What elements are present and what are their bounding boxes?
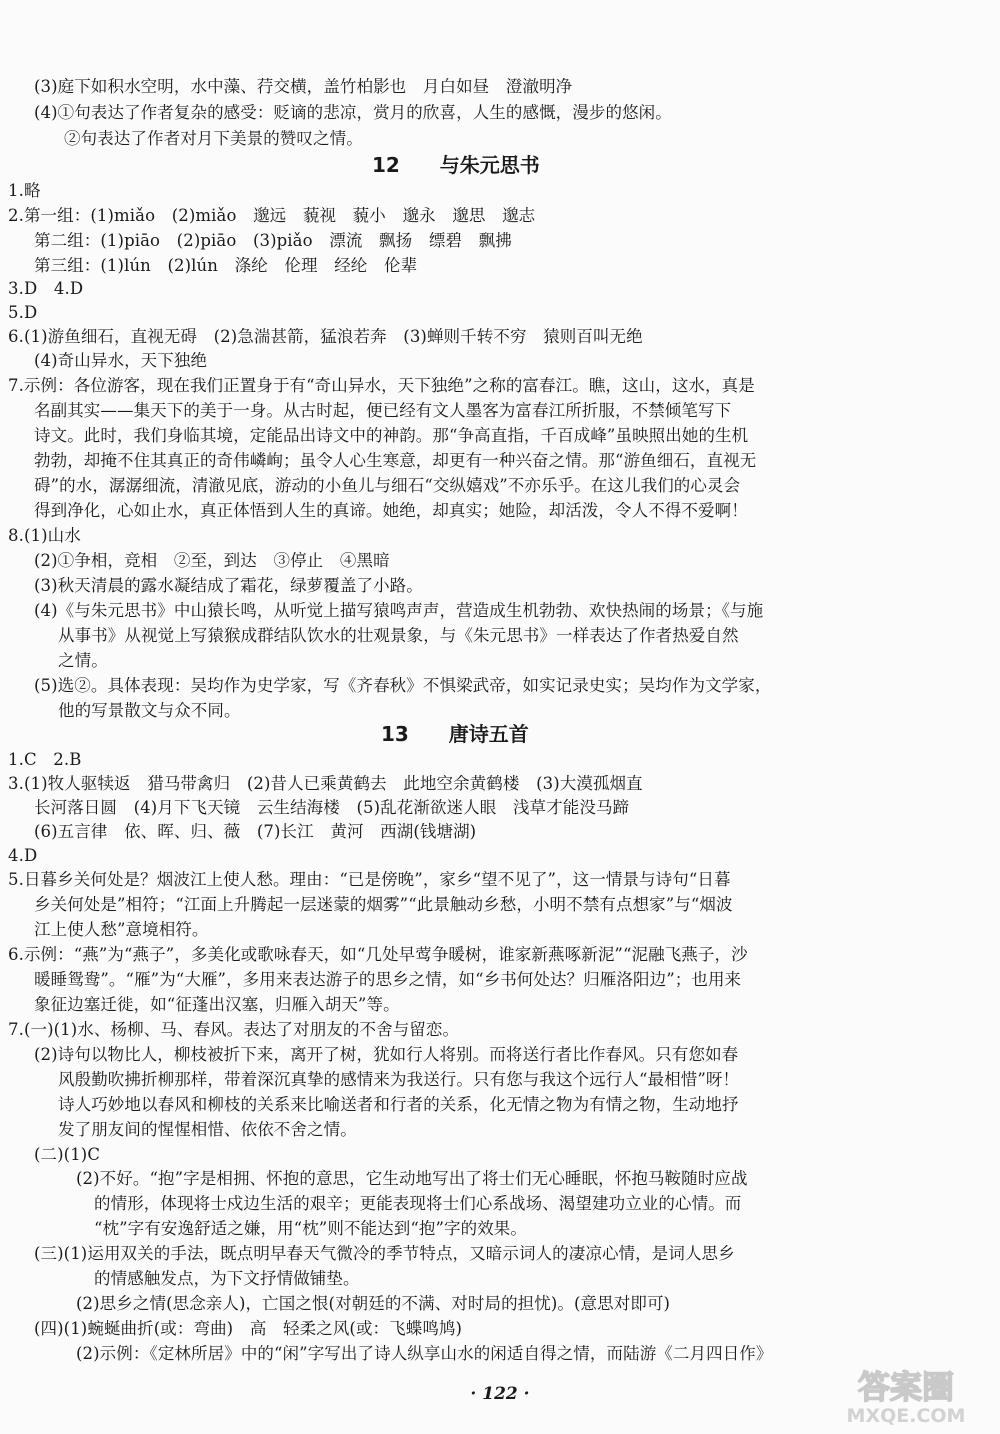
answer-line: 3.(1)牧人驱犊返 猎马带禽归 (2)昔人已乘黄鹤去 此地空余黄鹤楼 (3)大漠孤烟直	[8, 774, 643, 793]
section-number: 12	[372, 153, 400, 177]
answer-line: 3.D 4.D	[8, 279, 84, 298]
answer-line: 得到净化，心如止水，真正体悟到人生的真谛。她绝，却真实；她险，却活泼，令人不得不爱啊！	[34, 501, 748, 520]
section-heading-13	[381, 721, 529, 747]
answer-line: (2)①争相，竞相 ②至，到达 ③停止 ④黑暗	[34, 551, 390, 570]
answer-line: (3)秋天清晨的露水凝结成了霜花，绿萝覆盖了小路。	[34, 576, 423, 595]
answer-line: 名副其实——集天下的美于一身。从古时起，便已经有文人墨客为富春江所折服，不禁倾笔写下	[34, 401, 732, 420]
answer-line: (6)五言律 依、晖、归、薇 (7)长江 黄河 西湖(钱塘湖)	[34, 822, 477, 841]
watermark-top-text: 答案圈	[857, 1368, 955, 1406]
answer-line: 碍”的水，潺潺细流，清澈见底，游动的小鱼儿与细石“交纵嬉戏”不亦乐乎。在这儿我们的心灵会	[34, 476, 741, 495]
answer-line: 2.第一组：(1)miǎo (2)miǎo 邈远 藐视 藐小 邈永 邈思 邈志	[8, 206, 536, 225]
answer-line: 1.C 2.B	[8, 750, 82, 769]
answer-line: (5)选②。具体表现：吴均作为史学家，写《齐春秋》不惧梁武帝，如实记录史实；吴均作为文学家，	[34, 676, 772, 695]
answer-line: 5.日暮乡关何处是？烟波江上使人愁。理由：“已是傍晚”，家乡“望不见了”，这一情景与诗句“日暮	[8, 870, 731, 889]
answer-line: 4.D	[8, 846, 38, 865]
answer-line: 6.(1)游鱼细石，直视无碍 (2)急湍甚箭，猛浪若奔 (3)蝉则千转不穷 猿则百叫无绝	[8, 327, 643, 346]
section-heading-12	[372, 152, 540, 178]
answer-line: (2)不好。“抱”字是相拥、怀抱的意思，它生动地写出了将士们无心睡眠，怀抱马鞍随时应战	[76, 1169, 748, 1188]
answer-line: (4)①句表达了作者复杂的感受：贬谪的悲凉，赏月的欣喜，人生的感慨，漫步的悠闲。	[34, 103, 672, 122]
answer-line: 勃勃，却掩不住其真正的奇伟嶙峋；虽令人心生寒意，却更有一种兴奋之情。那“游鱼细石，直视无	[34, 451, 757, 470]
answer-line: 诗文。此时，我们身临其境，定能品出诗文中的神韵。那“争高直指，千百成峰”虽映照出她的生机	[34, 426, 749, 445]
answer-line: 他的写景散文与众不同。	[58, 701, 241, 720]
answer-line: 5.D	[8, 303, 38, 322]
answer-line: 7.(一)(1)水、杨柳、马、春风。表达了对朋友的不舍与留恋。	[8, 1020, 460, 1039]
answer-line: 8.(1)山水	[8, 526, 81, 545]
answer-line: (四)(1)蜿蜒曲折(或：弯曲) 高 轻柔之风(或：飞蝶鸣鸠)	[34, 1319, 463, 1338]
answer-line: 发了朋友间的惺惺相惜、依依不舍之情。	[58, 1120, 357, 1139]
answer-line: 乡关何处是”相符；“江面上升腾起一层迷蒙的烟雾”“此景触动乡愁，小明不禁有点想家”与“烟波	[34, 895, 733, 914]
answer-line: 江上使人愁”意境相符。	[34, 920, 209, 939]
answer-line: 从事书》从视觉上写猿猴成群结队饮水的壮观景象，与《朱元思书》一样表达了作者热爱自然	[58, 626, 739, 645]
section-title: 与朱元思书	[439, 153, 540, 177]
answer-line: (4)奇山异水，天下独绝	[34, 351, 208, 370]
answer-line: (4)《与朱元思书》中山猿长鸣，从听觉上描写猿鸣声声，营造成生机勃勃、欢快热闹的场景；《与施	[34, 601, 764, 620]
answer-line: (2)诗句以物比人，柳枝被折下来，离开了树，犹如行人将别。而将送行者比作春风。只有您如春	[34, 1045, 739, 1064]
answer-line: 7.示例：各位游客，现在我们正置身于有“奇山异水，天下独绝”之称的富春江。瞧，这山，这水，真是	[8, 376, 755, 395]
answer-line: 之情。	[58, 651, 108, 670]
answer-line: 长河落日圆 (4)月下飞天镜 云生结海楼 (5)乱花渐欲迷人眼 浅草才能没马蹄	[34, 798, 630, 817]
answer-line: 第二组：(1)piāo (2)piāo (3)piǎo 漂流 飘扬 缥碧 飘拂	[34, 231, 512, 250]
answer-line: 第三组：(1)lún (2)lún 涤纶 伦理 经纶 伦辈	[34, 256, 418, 275]
answer-line: (三)(1)运用双关的手法，既点明早春天气微冷的季节特点，又暗示词人的凄凉心情，是词人思乡	[34, 1244, 735, 1263]
answer-line: 的情形，体现将士戍边生活的艰辛；更能表现将士们心系战场、渴望建功立业的心情。而	[94, 1194, 742, 1213]
answer-line: 象征边塞迁徙，如“征蓬出汉塞，归雁入胡天”等。	[34, 995, 400, 1014]
answer-line: 诗人巧妙地以春风和柳枝的关系来比喻送者和行者的关系，化无情之物为有情之物，生动地抒	[58, 1095, 739, 1114]
answer-line: (2)思乡之情(思念亲人)，亡国之恨(对朝廷的不满、对时局的担忧)。(意思对即可)	[76, 1294, 671, 1313]
answer-line: (二)(1)C	[34, 1145, 101, 1164]
page-number: · 122 ·	[470, 1384, 530, 1404]
answer-line: ②句表达了作者对月下美景的赞叹之情。	[64, 129, 363, 148]
answer-line: (2)示例：《定林所居》中的“闲”字写出了诗人纵享山水的闲适自得之情，而陆游《二月四日作》	[76, 1344, 773, 1363]
answer-line: 6.示例：“燕”为“燕子”，多美化或歌咏春天，如“几处早莺争暖树，谁家新燕啄新泥”“泥融飞燕子，沙	[8, 945, 748, 964]
answer-line: 1.略	[8, 181, 41, 200]
watermark-logo	[818, 1362, 994, 1428]
answer-line: 风殷勤吹拂折柳那样，带着深沉真挚的感情来为我送行。只有您与我这个远行人“最相惜”呀！	[58, 1070, 740, 1089]
answer-line: 的情感触发点，为下文抒情做铺垫。	[94, 1269, 360, 1288]
answer-line: 暖睡鸳鸯”。“雁”为“大雁”，多用来表达游子的思乡之情，如“乡书何处达？归雁洛阳边”；也用来	[34, 970, 742, 989]
watermark-bottom-text: MXQE.COM	[846, 1405, 966, 1427]
section-number: 13	[381, 722, 409, 746]
answer-line: “枕”字有安逸舒适之嫌，用“枕”则不能达到“抱”字的效果。	[94, 1219, 528, 1238]
section-title: 唐诗五首	[448, 722, 529, 746]
answer-line: (3)庭下如积水空明，水中藻、荇交横，盖竹柏影也 月白如昼 澄澈明净	[34, 77, 573, 96]
